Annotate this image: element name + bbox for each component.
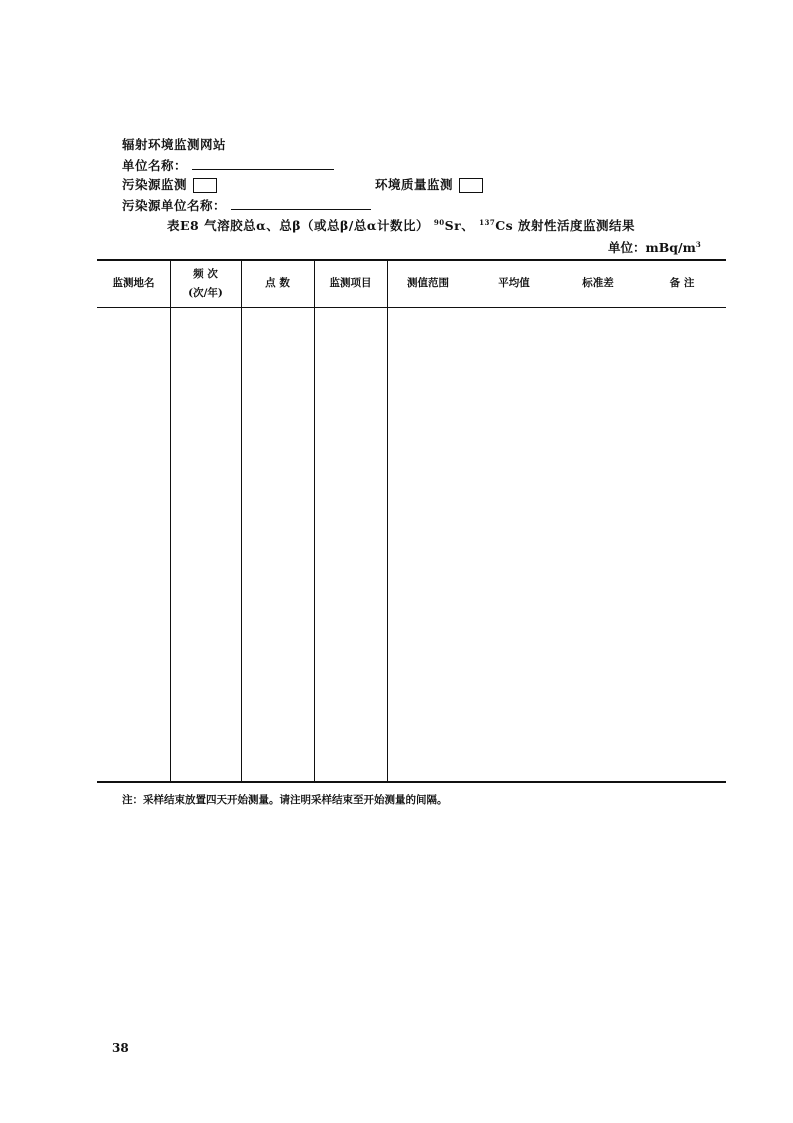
table-bottom-border: [97, 781, 726, 783]
pollution-source-label: 污染源监测: [122, 177, 188, 192]
sr-mass-number: 90: [433, 217, 445, 227]
env-quality-checkbox[interactable]: [459, 178, 483, 193]
unit-text: 单位：mBq/m: [608, 240, 696, 255]
col-header-mean: 平均值: [498, 277, 530, 289]
col-divider-1: [170, 260, 171, 782]
network-title: 辐射环境监测网站: [122, 137, 227, 152]
sr-text: Sr、: [444, 218, 475, 233]
env-quality-row: [375, 175, 483, 193]
col-header-frequency: 频 次: [193, 268, 218, 280]
table-header-divider: [97, 307, 726, 308]
col-header-range: 测值范围: [407, 277, 449, 289]
page-number: 38: [112, 1041, 129, 1055]
pollution-source-checkbox[interactable]: [193, 178, 217, 193]
col-header-location: 监测地名: [112, 277, 155, 289]
source-unit-name-label: 污染源单位名称：: [122, 198, 227, 213]
col-header-stddev: 标准差: [582, 277, 614, 289]
col-divider-3: [314, 260, 315, 782]
table-title: [167, 216, 635, 234]
col-header-points: 点 数: [265, 277, 290, 289]
footnote: 注：采样结束放置四天开始测量。请注明采样结束至开始测量的间隔。: [122, 794, 448, 806]
table-top-border: [97, 259, 726, 261]
col-divider-2: [241, 260, 242, 782]
pollution-source-row: [122, 175, 217, 193]
source-unit-row: [122, 196, 371, 214]
unit-label: [608, 238, 701, 256]
unit-name-row: [122, 156, 334, 174]
cs-text: Cs 放射性活度监测结果: [495, 218, 636, 233]
col-divider-4: [387, 260, 388, 782]
col-header-remarks: 备 注: [669, 277, 695, 289]
unit-exponent: 3: [695, 239, 701, 249]
env-quality-label: 环境质量监测: [375, 177, 454, 192]
table-title-prefix: 表E8 气溶胶总α、总β（或总β/总α计数比）: [167, 218, 429, 233]
source-unit-name-field[interactable]: [231, 197, 371, 210]
col-header-item: 监测项目: [329, 277, 372, 289]
col-header-frequency-unit: (次/年): [188, 287, 223, 299]
unit-name-field[interactable]: [192, 157, 334, 170]
cs-mass-number: 137: [479, 217, 496, 227]
unit-name-label: 单位名称：: [122, 158, 188, 173]
